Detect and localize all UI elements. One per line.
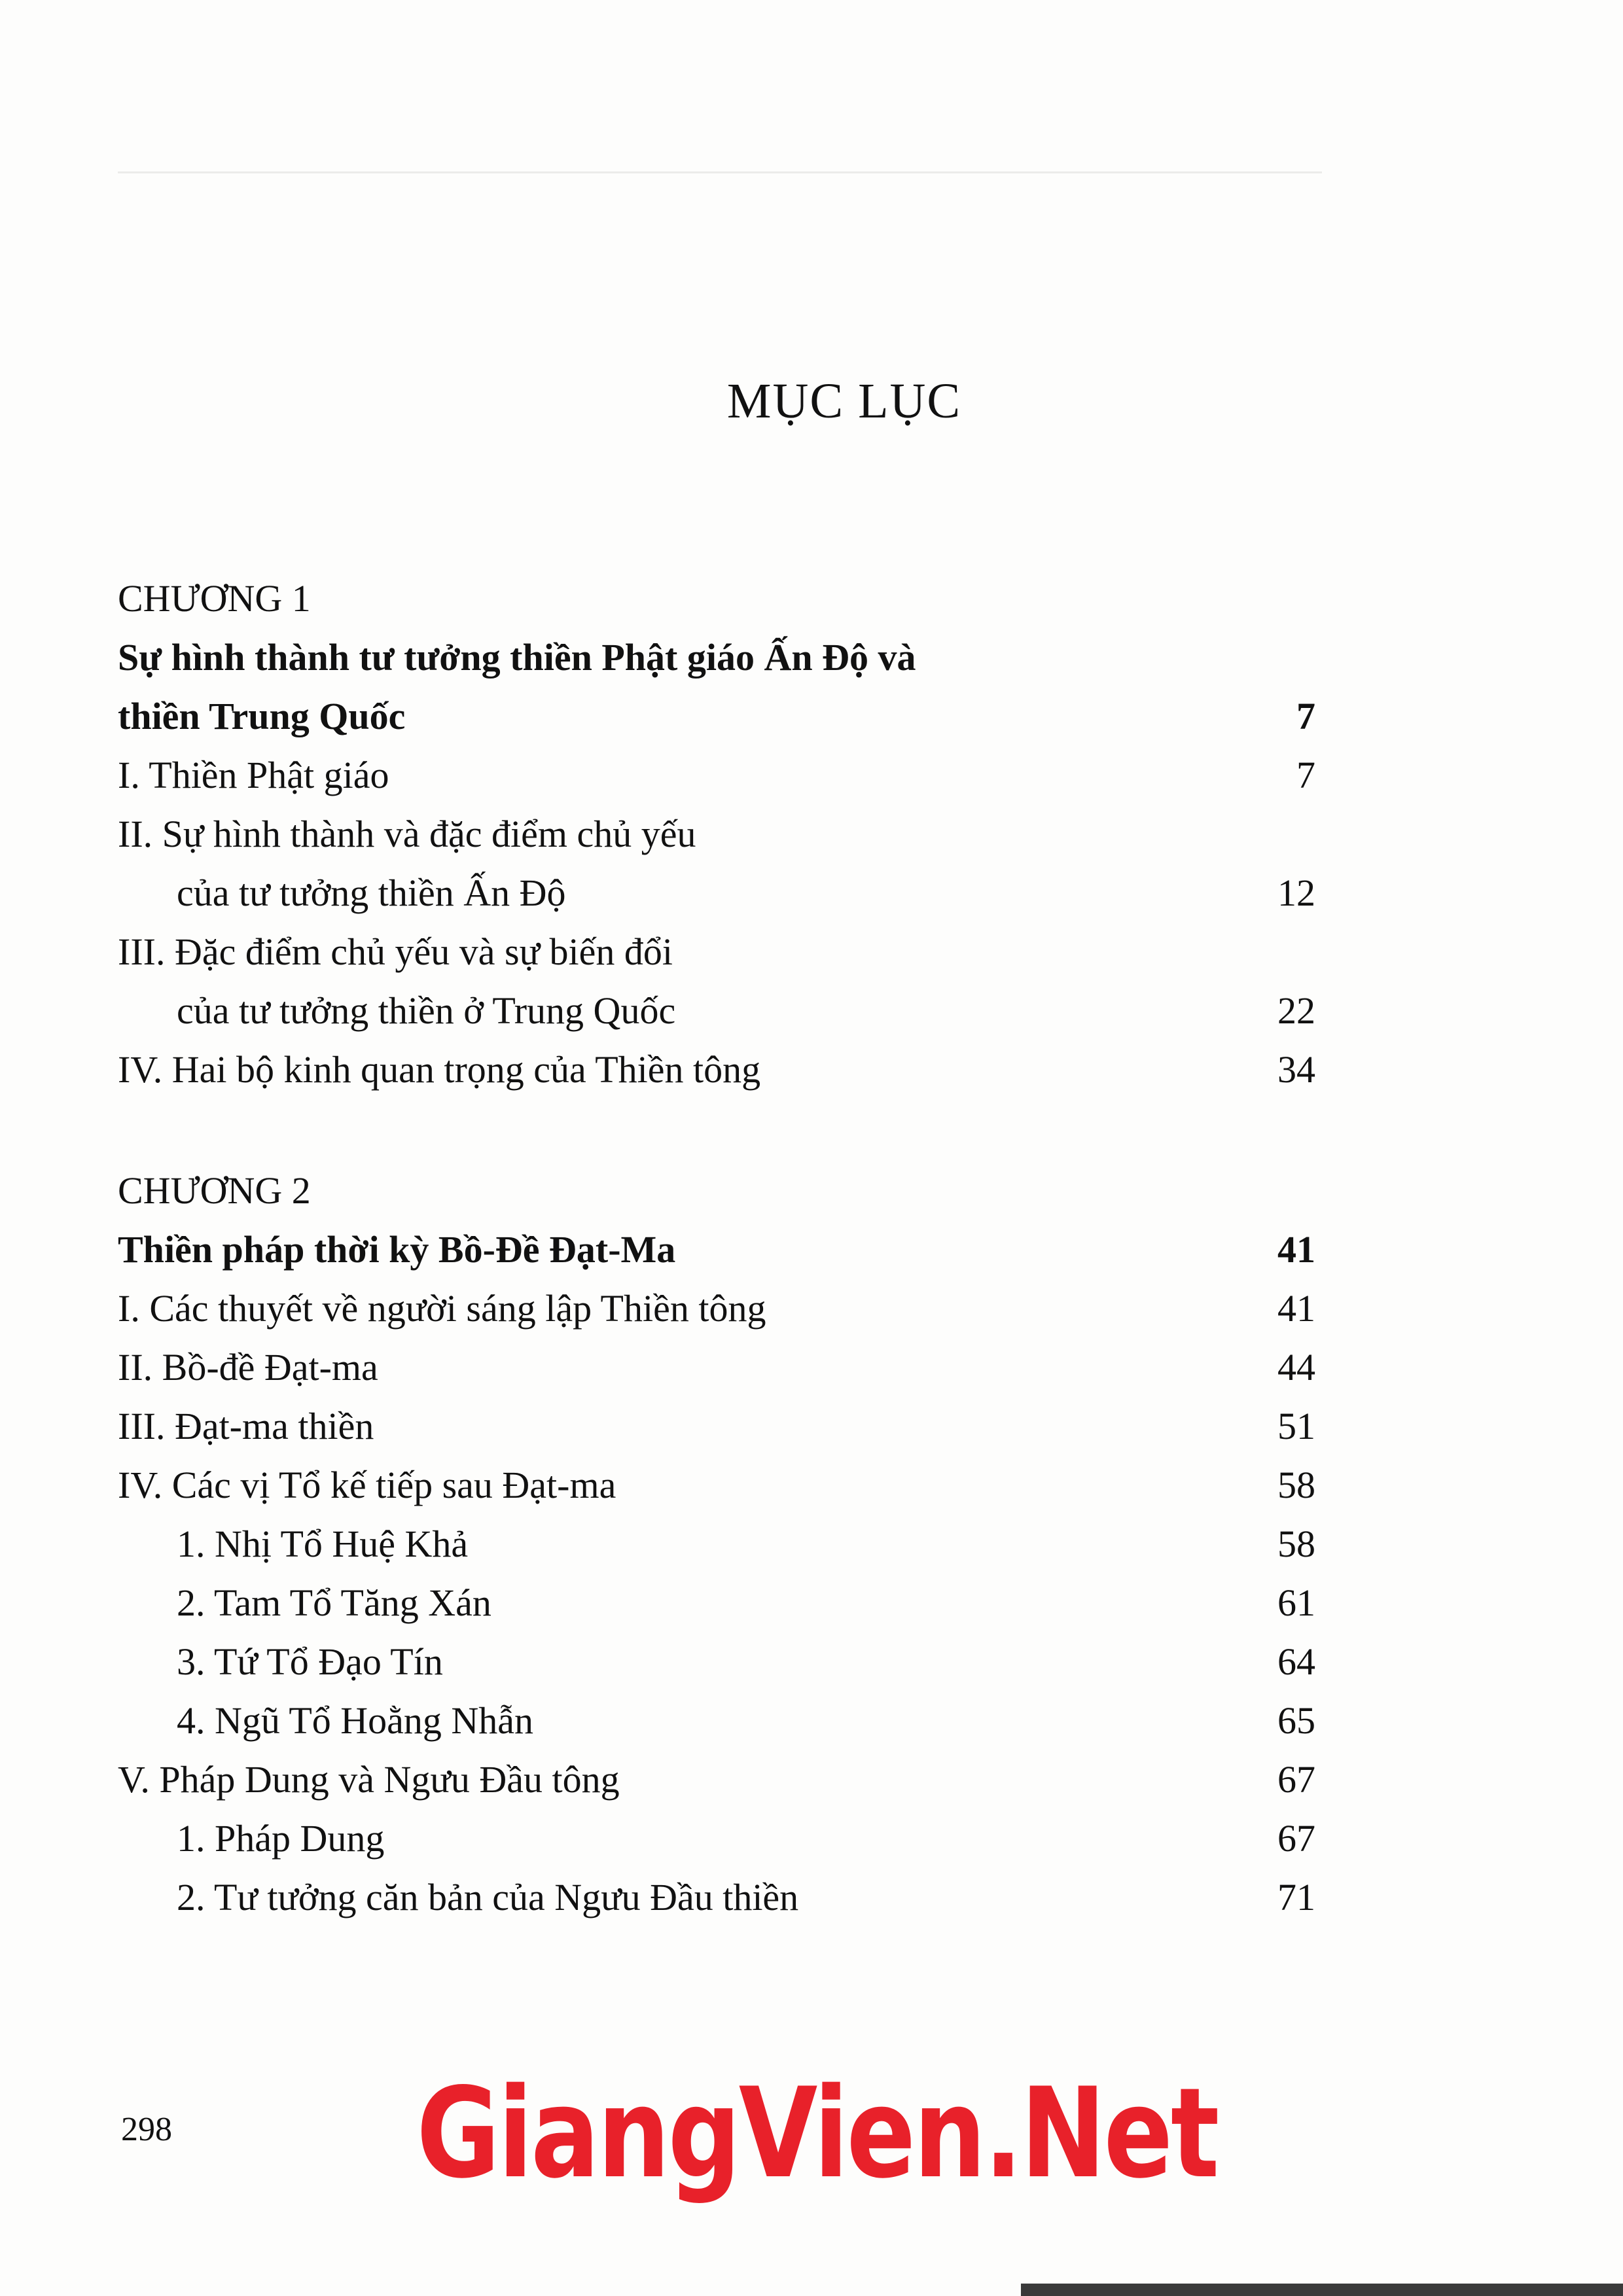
toc-entry-text: 2. Tam Tổ Tăng Xán [177, 1581, 491, 1624]
toc-entry-text: 2. Tư tưởng căn bản của Ngưu Đầu thiền [177, 1876, 799, 1918]
toc-entry-text: 4. Ngũ Tổ Hoằng Nhẫn [177, 1699, 534, 1742]
toc-entry[interactable] [118, 746, 1315, 805]
toc-entry-text: III. Đạt-ma thiền [118, 1405, 374, 1447]
toc-subentry[interactable] [118, 1633, 1315, 1691]
chapter-1-page: 7 [1296, 695, 1315, 737]
toc-entry-page: 64 [1277, 1640, 1315, 1683]
toc-entry[interactable] [118, 981, 1315, 1040]
chapter-2-label: CHƯƠNG 2 [118, 1169, 311, 1212]
toc-entry[interactable] [118, 864, 1315, 923]
toc-entry-page: 44 [1277, 1346, 1315, 1388]
toc-entry-page: 12 [1277, 872, 1315, 914]
chapter-1-label: CHƯƠNG 1 [118, 577, 311, 620]
toc-entry-text: I. Thiền Phật giáo [118, 754, 389, 796]
toc-entry[interactable] [118, 1279, 1315, 1338]
toc-entry-page: 22 [1277, 989, 1315, 1032]
header-rule [118, 171, 1322, 173]
toc-entry-page: 67 [1277, 1758, 1315, 1801]
section-gap [118, 1099, 1315, 1161]
chapter-1-title-line1: Sự hình thành tư tưởng thiền Phật giáo Ấn Độ và [118, 636, 916, 679]
toc-entry-page: 61 [1277, 1581, 1315, 1624]
toc-entry-page: 58 [1277, 1464, 1315, 1506]
toc-entry-page: 34 [1277, 1048, 1315, 1091]
toc-entry-text-line1[interactable]: III. Đặc điểm chủ yếu và sự biến đổi [118, 930, 673, 973]
toc-entry-text-line2: của tư tưởng thiền Ấn Độ [177, 872, 566, 914]
chapter-1-title-line2: thiền Trung Quốc [118, 695, 406, 737]
toc-entry-text: I. Các thuyết về người sáng lập Thiền tông [118, 1287, 766, 1330]
toc-entry[interactable] [118, 1040, 1315, 1099]
scan-edge [1021, 2284, 1623, 2296]
toc-entry-page: 65 [1277, 1699, 1315, 1742]
table-of-contents [118, 569, 1315, 1927]
toc-subentry[interactable] [118, 1691, 1315, 1750]
toc-entry-page: 67 [1277, 1817, 1315, 1860]
toc-entry-text: 3. Tứ Tổ Đạo Tín [177, 1640, 443, 1683]
chapter-2-title-entry[interactable] [118, 1220, 1315, 1279]
toc-entry-page: 71 [1277, 1876, 1315, 1918]
toc-entry-text: 1. Pháp Dung [177, 1817, 385, 1860]
toc-entry-text: II. Bồ-đề Đạt-ma [118, 1346, 378, 1388]
chapter-2-page: 41 [1277, 1228, 1315, 1271]
toc-entry[interactable] [118, 1456, 1315, 1515]
toc-subentry[interactable] [118, 1574, 1315, 1633]
toc-entry-page: 7 [1296, 754, 1315, 796]
toc-entry-text-line1[interactable]: II. Sự hình thành và đặc điểm chủ yếu [118, 813, 696, 855]
toc-entry[interactable] [118, 1397, 1315, 1456]
chapter-1-title-entry[interactable] [118, 687, 1315, 746]
page-title: MỤC LỤC [726, 374, 962, 429]
chapter-2-title: Thiền pháp thời kỳ Bồ-Đề Đạt-Ma [118, 1228, 676, 1271]
page-number: 298 [121, 2111, 172, 2148]
toc-entry-text: 1. Nhị Tổ Huệ Khả [177, 1523, 469, 1565]
toc-entry-page: 41 [1277, 1287, 1315, 1330]
toc-subentry[interactable] [118, 1809, 1315, 1868]
toc-entry-text: IV. Hai bộ kinh quan trọng của Thiền tông [118, 1048, 761, 1091]
toc-entry-text: V. Pháp Dung và Ngưu Đầu tông [118, 1758, 620, 1801]
toc-entry-text-line2: của tư tưởng thiền ở Trung Quốc [177, 989, 676, 1032]
toc-entry-page: 58 [1277, 1523, 1315, 1565]
toc-subentry[interactable] [118, 1868, 1315, 1927]
toc-entry[interactable] [118, 1750, 1315, 1809]
toc-entry-text: IV. Các vị Tổ kế tiếp sau Đạt-ma [118, 1464, 616, 1506]
toc-subentry[interactable] [118, 1515, 1315, 1574]
toc-entry[interactable] [118, 1338, 1315, 1397]
watermark-logo: GiangVien.Net [416, 2061, 1218, 2206]
toc-entry-page: 51 [1277, 1405, 1315, 1447]
